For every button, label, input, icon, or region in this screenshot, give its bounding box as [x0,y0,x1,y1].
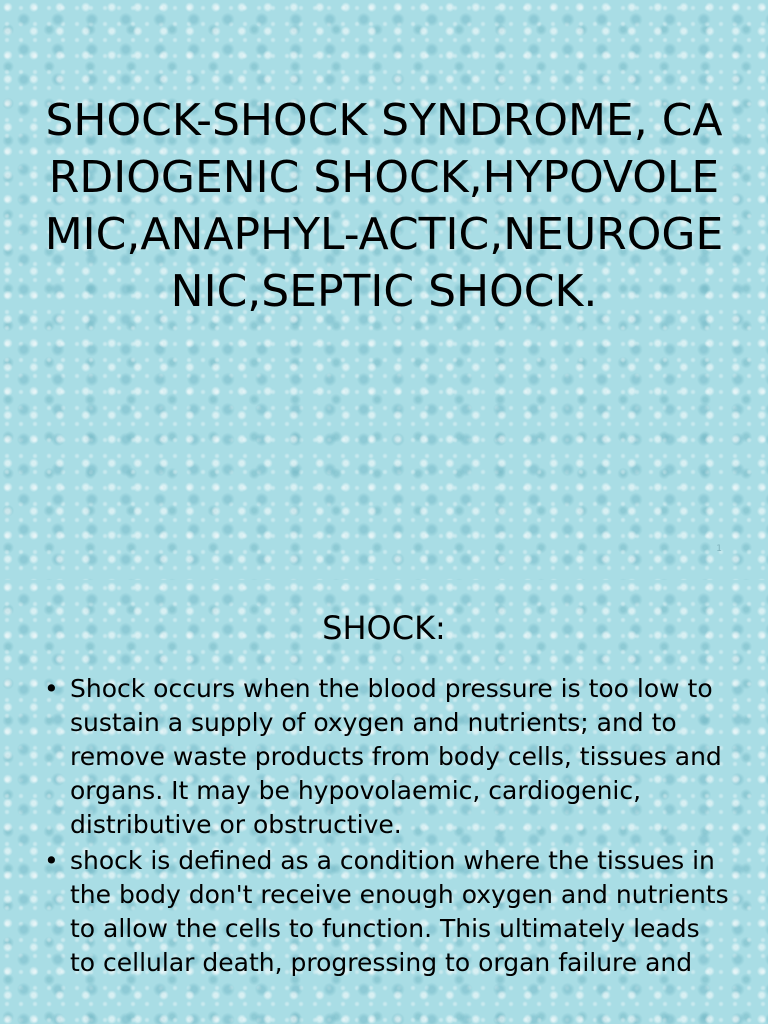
bullet-text: shock is defined as a condition where the tissues in the body don't receive enough oxygen and nutrients to allow the cells to function. This ultimately leads to cellular death, progressing to organ failure and [70,846,729,977]
bullet-icon: • [44,846,59,875]
bullet-list [42,672,732,982]
bullet-item [42,672,732,842]
slide-2-title: SHOCK: [322,609,446,647]
page-number: 1 [716,544,722,554]
bullet-icon: • [44,674,59,703]
slide-2 [0,580,768,1024]
slide-1-title: SHOCK-SHOCK SYNDROME, CARDIOGENIC SHOCK,HYPOVOLEMIC,ANAPHYL-ACTIC,NEUROGENIC,SEPTIC SHOCK. [44,95,724,317]
bullet-item [42,844,732,980]
bullet-text: Shock occurs when the blood pressure is too low to sustain a supply of oxygen and nutrients; and to remove waste products from body cells, tissues and organs. It may be hypovolaemic, cardiogenic, distributive or obstructive. [70,674,722,839]
